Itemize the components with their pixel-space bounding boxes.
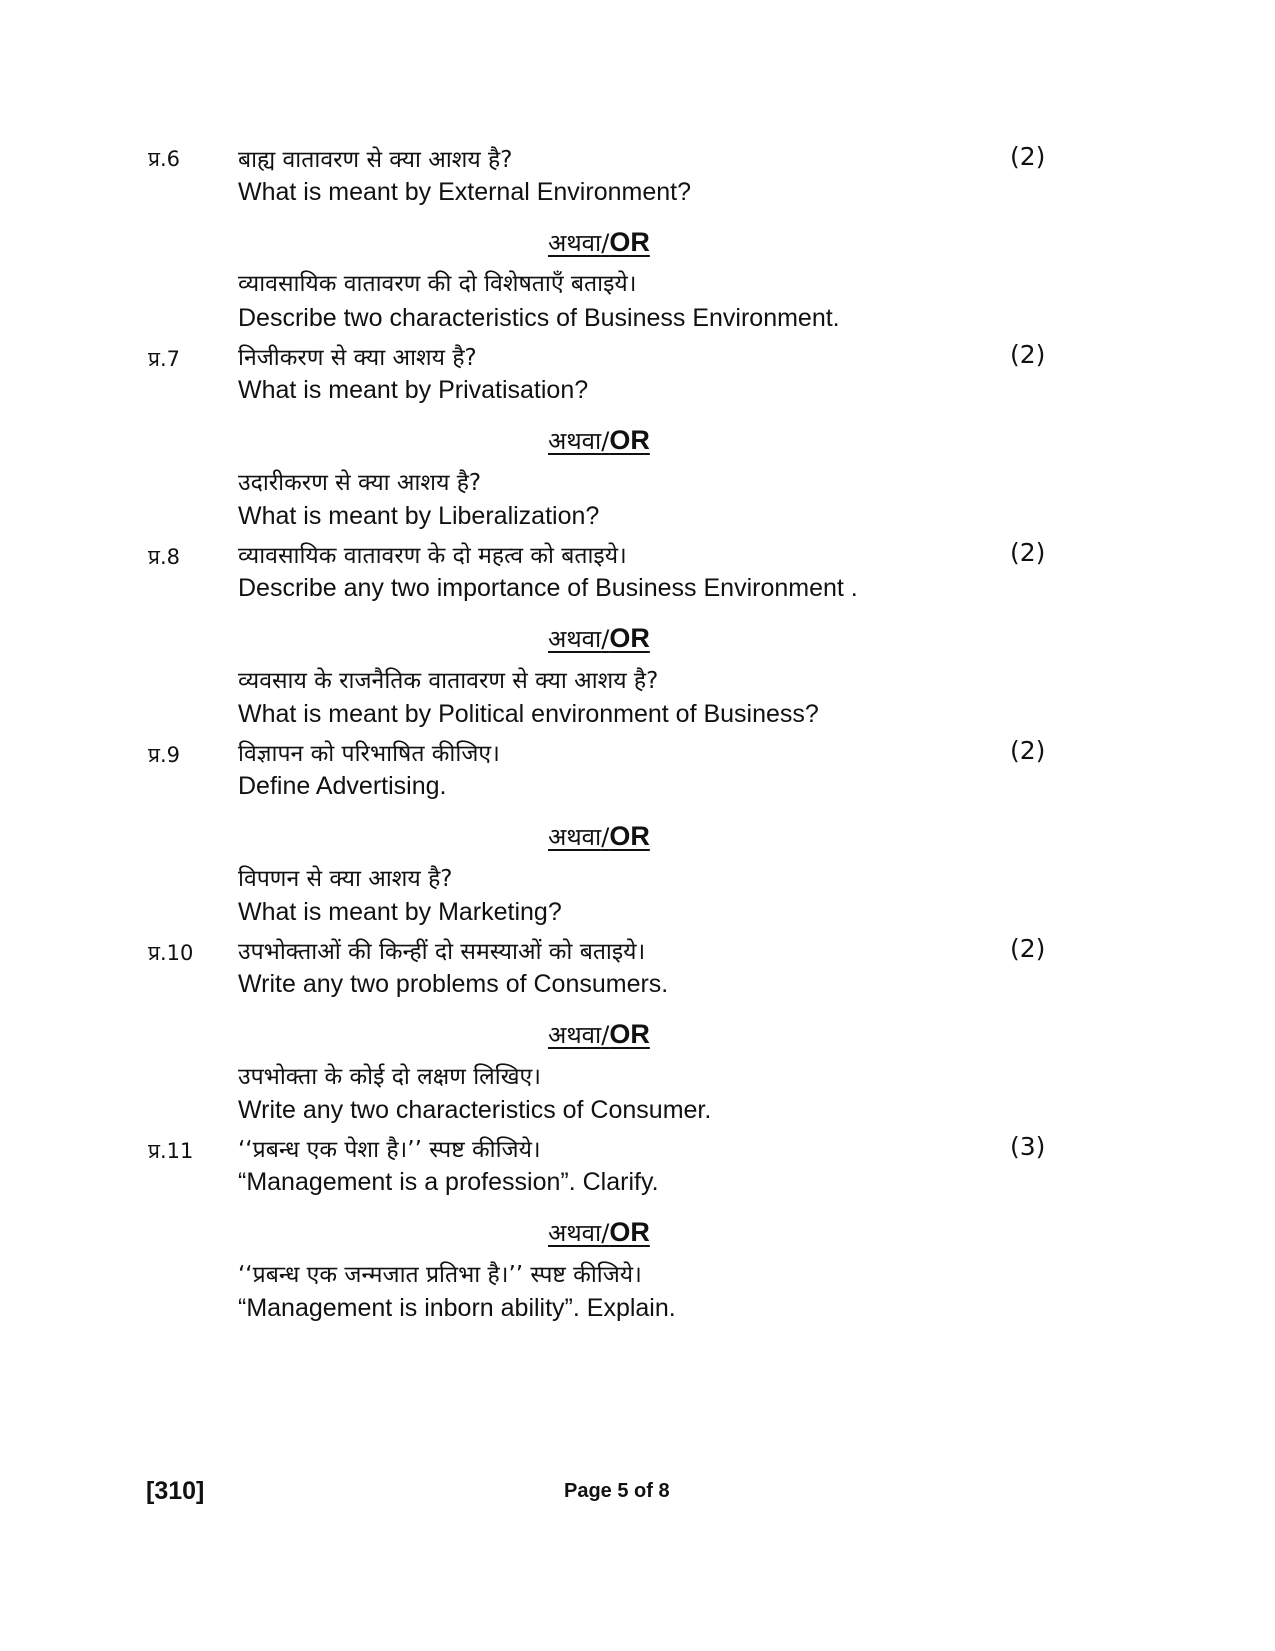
or-label-english: OR [609,1217,650,1247]
question-english: What is meant by External Environment? [238,178,691,206]
question-hindi: विज्ञापन को परिभाषित कीजिए। [238,741,500,767]
question-english: Describe any two importance of Business Environment . [238,574,858,602]
alternative-hindi: उदारीकरण से क्या आशय है? [238,470,482,496]
or-label-hindi: अथवा [548,229,602,257]
alternative-english: What is meant by Political environment of Business? [238,700,819,728]
or-slash: / [601,1021,610,1049]
question-hindi: उपभोक्ताओं की किन्हीं दो समस्याओं को बताइये। [238,939,646,965]
or-separator [548,622,688,655]
question-number: प्र.6 [148,147,180,171]
or-separator [548,424,688,457]
page-number: Page 5 of 8 [564,1480,670,1502]
alternative-english: What is meant by Liberalization? [238,502,600,530]
or-label-english: OR [609,1019,650,1049]
or-slash: / [601,1219,610,1247]
question-marks: (2) [1010,934,1046,963]
question-marks: (3) [1010,1132,1046,1161]
question-marks: (2) [1010,142,1046,171]
alternative-english: “Management is inborn ability”. Explain. [238,1294,676,1322]
or-separator [548,820,688,853]
or-label-hindi: अथवा [548,1219,602,1247]
or-separator [548,1216,688,1249]
or-separator [548,226,688,259]
question-number: प्र.10 [148,941,194,965]
question-number: प्र.7 [148,347,180,371]
question-english: What is meant by Privatisation? [238,376,589,404]
or-slash: / [601,823,610,851]
question-english: “Management is a profession”. Clarify. [238,1168,659,1196]
or-label-english: OR [609,623,650,653]
question-marks: (2) [1010,538,1046,567]
alternative-english: Write any two characteristics of Consumer. [238,1096,712,1124]
question-hindi: ‘‘प्रबन्ध एक पेशा है।’’ स्पष्ट कीजिये। [238,1137,541,1163]
or-label-hindi: अथवा [548,625,602,653]
alternative-english: Describe two characteristics of Business Environment. [238,304,840,332]
question-english: Write any two problems of Consumers. [238,970,669,998]
question-hindi: व्यावसायिक वातावरण के दो महत्व को बताइये। [238,543,627,569]
or-slash: / [601,427,610,455]
or-label-hindi: अथवा [548,427,602,455]
or-label-hindi: अथवा [548,1021,602,1049]
question-hindi: निजीकरण से क्या आशय है? [238,345,477,371]
question-marks: (2) [1010,340,1046,369]
question-number: प्र.11 [148,1139,194,1163]
question-number: प्र.9 [148,743,180,767]
or-label-english: OR [609,821,650,851]
or-slash: / [601,229,610,257]
or-label-english: OR [609,227,650,257]
or-separator [548,1018,688,1051]
or-label-english: OR [609,425,650,455]
alternative-hindi: व्यावसायिक वातावरण की दो विशेषताएँ बताइये। [238,271,637,297]
question-marks: (2) [1010,736,1046,765]
question-english: Define Advertising. [238,772,447,800]
alternative-hindi: उपभोक्ता के कोई दो लक्षण लिखिए। [238,1064,541,1090]
alternative-hindi: ‘‘प्रबन्ध एक जन्मजात प्रतिभा है।’’ स्पष्ट कीजिये। [238,1262,642,1288]
question-hindi: बाह्य वातावरण से क्या आशय है? [238,147,513,173]
question-number: प्र.8 [148,545,180,569]
paper-code: [310] [146,1477,205,1505]
or-slash: / [601,625,610,653]
alternative-english: What is meant by Marketing? [238,898,562,926]
alternative-hindi: विपणन से क्या आशय है? [238,866,453,892]
or-label-hindi: अथवा [548,823,602,851]
alternative-hindi: व्यवसाय के राजनैतिक वातावरण से क्या आशय है? [238,668,659,694]
